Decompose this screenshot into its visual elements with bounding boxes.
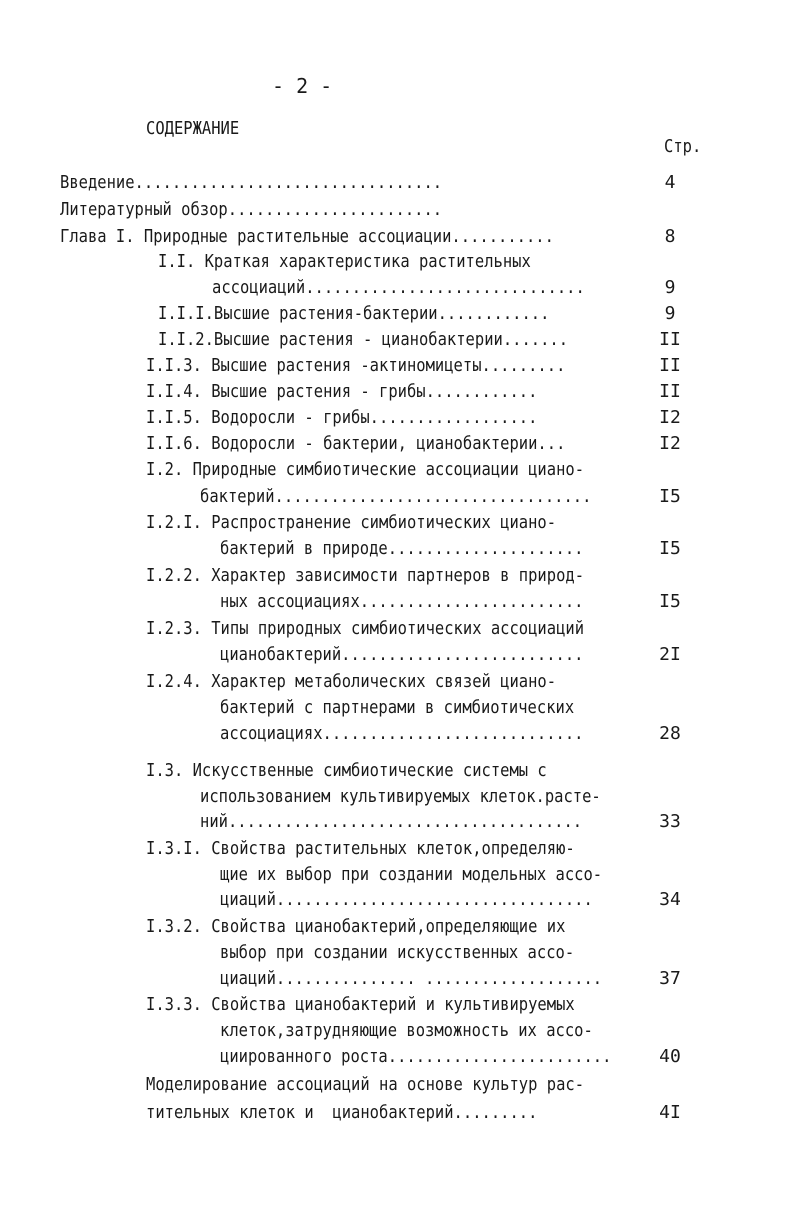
toc-page: I2 <box>659 407 681 428</box>
toc-line: Литературный обзор....................... <box>60 199 443 220</box>
toc-line: I.3.2. Свойства цианобактерий,определяющие их <box>146 916 566 937</box>
toc-line: ассоциациях............................ <box>220 723 584 744</box>
toc-page: 34 <box>659 889 681 910</box>
toc-line: ных ассоциациях........................ <box>220 591 584 612</box>
toc-page: 40 <box>659 1046 681 1067</box>
toc-line: Введение................................. <box>60 172 443 193</box>
toc-line: циаций............... ................... <box>220 968 603 989</box>
toc-line: циированного роста........................ <box>220 1046 612 1067</box>
toc-page: 28 <box>659 723 681 744</box>
toc-line: I.2. Природные симбиотические ассоциации циано- <box>146 459 585 480</box>
toc-line: I.3. Искусственные симбиотические системы с <box>146 760 547 781</box>
toc-page: I5 <box>659 486 681 507</box>
page-title: СОДЕРЖАНИЕ <box>146 118 240 139</box>
toc-line: Моделирование ассоциаций на основе культур рас- <box>146 1074 585 1095</box>
toc-line: использованием культивируемых клеток.расте- <box>200 786 601 807</box>
toc-page: 9 <box>664 303 676 324</box>
toc-line: I.I.5. Водоросли - грибы.................. <box>146 407 538 428</box>
toc-line: ний...................................... <box>200 811 583 832</box>
toc-page: 37 <box>659 968 681 989</box>
toc-line: I.3.I. Свойства растительных клеток,определяю- <box>146 838 575 859</box>
toc-page: 33 <box>659 811 681 832</box>
toc-page: 9 <box>664 277 676 298</box>
toc-line: ассоциаций.............................. <box>212 277 585 298</box>
toc-page: I2 <box>659 433 681 454</box>
toc-line: клеток,затрудняющие возможность их ассо- <box>220 1020 593 1041</box>
page-number: - 2 - <box>272 74 333 98</box>
toc-line: I.2.2. Характер зависимости партнеров в природ- <box>146 565 585 586</box>
toc-page: 8 <box>664 226 676 247</box>
toc-page: II <box>659 355 681 376</box>
toc-line: бактерий в природе..................... <box>220 538 584 559</box>
toc-line: тительных клеток и цианобактерий......... <box>146 1102 538 1123</box>
toc-line: I.3.3. Свойства цианобактерий и культивируемых <box>146 994 575 1015</box>
toc-line: щие их выбор при создании модельных ассо- <box>220 864 603 885</box>
toc-line: I.I.I.Высшие растения-бактерии............ <box>158 303 550 324</box>
toc-line: I.2.I. Распространение симбиотических циано- <box>146 512 557 533</box>
toc-line: I.I.3. Высшие растения -актиномицеты......... <box>146 355 566 376</box>
toc-page: 4 <box>664 172 676 193</box>
toc-line: бактерий с партнерами в симбиотических <box>220 697 575 718</box>
toc-line: I.I.4. Высшие растения - грибы............ <box>146 381 538 402</box>
toc-line: I.I.6. Водоросли - бактерии, цианобактерии... <box>146 433 566 454</box>
toc-line: выбор при создании искусственных ассо- <box>220 942 575 963</box>
toc-line: I.2.4. Характер метаболических связей циано- <box>146 671 557 692</box>
toc-line: I.I. Краткая характеристика растительных <box>158 251 531 272</box>
toc-page: I5 <box>659 591 681 612</box>
toc-page: I5 <box>659 538 681 559</box>
toc-page: 2I <box>659 644 681 665</box>
toc-line: циаций.................................. <box>220 889 593 910</box>
toc-line: Глава I. Природные растительные ассоциации........... <box>60 226 554 247</box>
toc-line: I.I.2.Высшие растения - цианобактерии....... <box>158 329 569 350</box>
toc-page: II <box>659 329 681 350</box>
toc-line: бактерий.................................. <box>200 486 592 507</box>
page-column-label: Стр. <box>664 136 702 157</box>
toc-line: I.2.3. Типы природных симбиотических ассоциаций <box>146 618 585 639</box>
toc-line: цианобактерий.......................... <box>220 644 584 665</box>
toc-page: 4I <box>659 1102 681 1123</box>
toc-page: II <box>659 381 681 402</box>
